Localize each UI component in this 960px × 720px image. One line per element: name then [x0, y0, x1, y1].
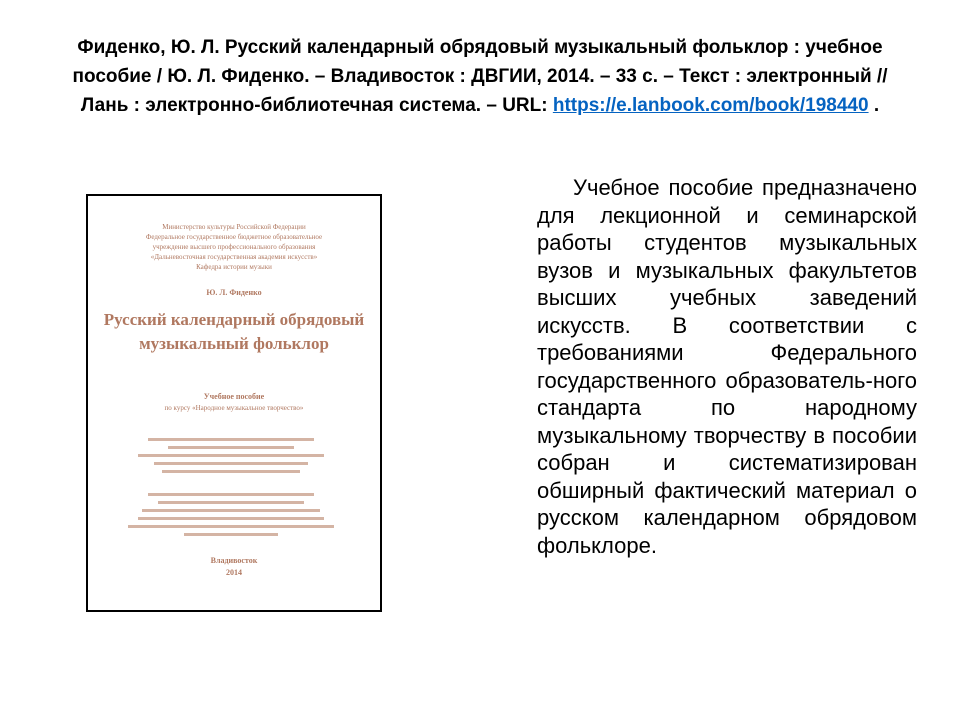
- cover-org-line: Кафедра истории музыки: [196, 263, 272, 271]
- book-cover-image: [86, 194, 382, 612]
- cover-fine-print-lines: [128, 491, 340, 539]
- cover-fine-print-lines: [138, 436, 330, 476]
- book-url-link[interactable]: https://e.lanbook.com/book/198440: [552, 95, 869, 116]
- citation-text: Фиденко, Ю. Л. Русский календарный обрядовый музыкальный фольклор : учебное пособие / Ю. Л. Фиденко. – Владивосток : ДВГИИ, 2014. – 33 с. – Текст : электронный // Лань : электронно-библиотечная система. – URL:: [72, 37, 888, 116]
- cover-org-line: «Дальневосточная государственная академия искусств»: [150, 253, 318, 261]
- cover-illegible-text-block: [138, 436, 330, 480]
- cover-author: Ю. Л. Фиденко: [206, 288, 262, 297]
- cover-org-line: учреждение высшего профессионального образования: [152, 243, 316, 251]
- cover-title: Русский календарный обрядовый музыкальный фольклор: [103, 310, 365, 353]
- cover-illegible-text-block: [128, 491, 340, 543]
- cover-org-line: Министерство культуры Российской Федерации: [162, 223, 306, 231]
- cover-course: по курсу «Народное музыкальное творчество»: [164, 404, 304, 412]
- cover-org-line: Федеральное государственное бюджетное образовательное: [145, 233, 323, 241]
- bibliographic-citation: [60, 33, 900, 120]
- citation-tail: .: [868, 95, 880, 116]
- cover-year: 2014: [226, 568, 242, 577]
- cover-organization: [108, 222, 360, 272]
- book-description: Учебное пособие предназначено для лекционной и семинарской работы студентов музыкальных вузов и музыкальных факультетов высших учебных заведений искусств. В соответствии с требованиями Федерального государственного образователь-ного стандарта по народному музыкальному творчеству в пособии собран и систематизирован обширный фактический материал о русском календарном обрядовом фольклоре.: [537, 175, 917, 558]
- cover-city: Владивосток: [210, 556, 258, 565]
- cover-subtitle: Учебное пособие: [203, 392, 265, 401]
